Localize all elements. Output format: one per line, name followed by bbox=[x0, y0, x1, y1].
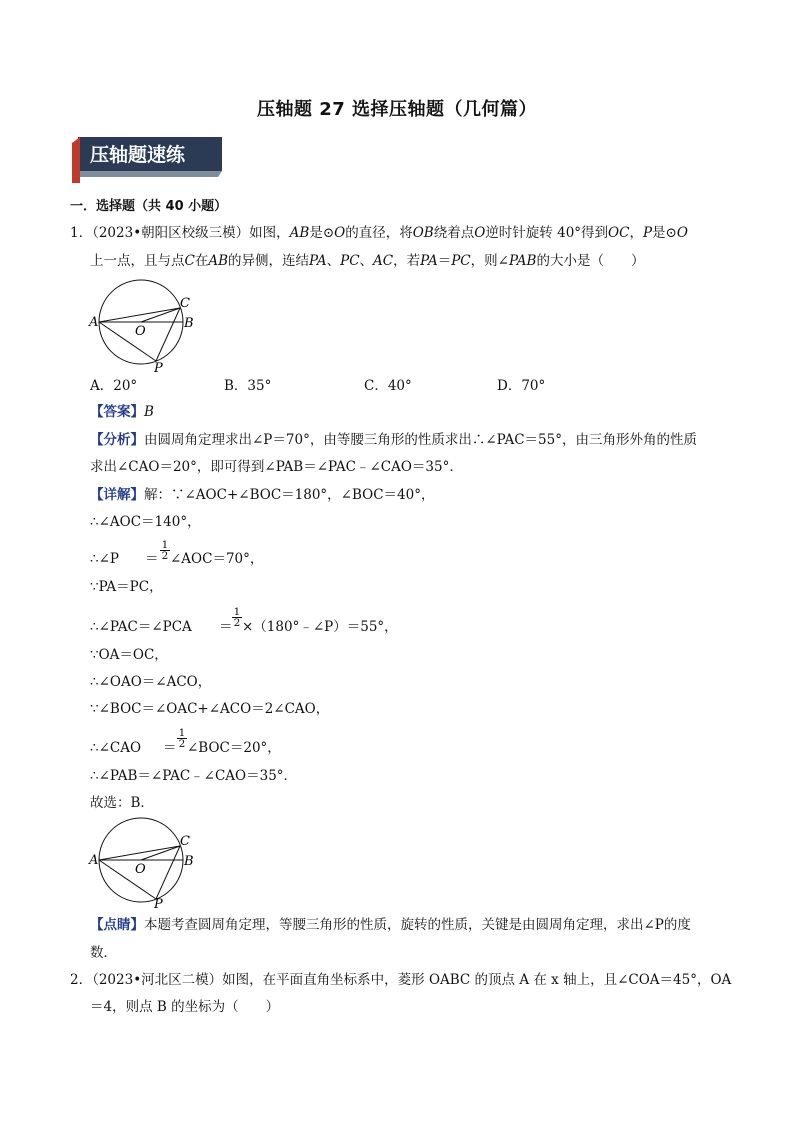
label-P: P bbox=[154, 361, 163, 376]
label-C: C bbox=[180, 296, 190, 311]
analysis-line-2: 求出∠CAO＝20°，即可得到∠PAB＝∠PAC﹣∠CAO＝35°． bbox=[90, 459, 463, 475]
option-c: C．40° bbox=[364, 378, 412, 394]
label-P: P bbox=[154, 897, 163, 912]
label-O: O bbox=[135, 862, 146, 877]
label-C: C bbox=[180, 834, 190, 849]
detail-step-3: ∵PA＝PC， bbox=[90, 579, 163, 595]
label-A: A bbox=[89, 853, 99, 868]
question-1-line-2: 上一点，且与点C在AB的异侧，连结PA、PC、AC，若PA＝PC，则∠PAB的大小是（ ） bbox=[90, 253, 645, 269]
question-2-line-2: ＝4，则点 B 的坐标为（ ） bbox=[90, 999, 280, 1015]
detail-step-2-tail: ∠AOC＝70°， bbox=[170, 551, 264, 567]
option-b: B．35° bbox=[224, 378, 272, 394]
fraction-half: $\frac{1}{2}$ bbox=[161, 539, 169, 562]
detail-step-5: ∵OA＝OC， bbox=[90, 647, 168, 663]
detail-step-6: ∴∠OAO＝∠ACO， bbox=[90, 674, 212, 690]
comment-line-1: 【点睛】本题考查圆周角定理，等腰三角形的性质，旋转的性质，关键是由圆周角定理，求出∠P的度 bbox=[90, 917, 691, 933]
option-d: D．70° bbox=[497, 378, 546, 394]
answer-tag: 【答案】 bbox=[90, 404, 144, 420]
question-1-line-1: 1．（2023•朝阳区校级三模）如图，AB是⊙O的直径，将OB绕着点O逆时针旋转 40°得到OC，P是⊙O bbox=[70, 225, 688, 241]
detail-step-2-left: ∴∠P bbox=[90, 551, 119, 567]
section-banner bbox=[72, 135, 222, 185]
fraction-half-2: $\frac{1}{2}$ bbox=[233, 606, 241, 629]
question-2-line-1: 2．（2023•河北区二模）如图，在平面直角坐标系中，菱形 OABC 的顶点 A 在 x 轴上，且∠COA＝45°，OA bbox=[70, 972, 732, 988]
circle-figure-1 bbox=[88, 290, 198, 376]
detail-line-intro: 【详解】解：∵∠AOC+∠BOC＝180°，∠BOC＝40°， bbox=[90, 487, 435, 503]
analysis-line-1: 【分析】由圆周角定理求出∠P＝70°，由等腰三角形的性质求出∴∠PAC＝55°，由三角形外角的性质 bbox=[90, 432, 697, 448]
detail-step-4-tail: ×（180°﹣∠P）＝55°， bbox=[242, 619, 398, 635]
detail-choose: 故选：B． bbox=[90, 795, 154, 811]
detail-step-8-eq: ＝ bbox=[163, 740, 177, 756]
detail-step-8-left: ∴∠CAO bbox=[90, 740, 142, 756]
page-title: 压轴题 27 选择压轴题（几何篇） bbox=[256, 99, 538, 120]
banner-text: 压轴题速练 bbox=[90, 144, 186, 166]
label-B: B bbox=[184, 854, 194, 869]
section-heading: 一．选择题（共 40 小题） bbox=[70, 199, 228, 214]
detail-step-8-tail: ∠BOC＝20°， bbox=[187, 740, 281, 756]
label-O: O bbox=[135, 324, 146, 339]
answer-value: B bbox=[144, 404, 154, 420]
detail-step-7: ∵∠BOC＝∠OAC+∠ACO＝2∠CAO， bbox=[90, 701, 330, 717]
label-A: A bbox=[89, 315, 99, 330]
detail-step-9: ∴∠PAB＝∠PAC﹣∠CAO＝35°． bbox=[90, 768, 298, 784]
comment-line-2: 数． bbox=[90, 945, 117, 961]
detail-step-4-eq: ＝ bbox=[219, 619, 233, 635]
detail-step-2-eq: ＝ bbox=[145, 551, 159, 567]
detail-step-1: ∴∠AOC＝140°， bbox=[90, 514, 201, 530]
fraction-half-3: $\frac{1}{2}$ bbox=[178, 727, 186, 750]
option-a: A．20° bbox=[90, 378, 138, 394]
label-B: B bbox=[184, 316, 194, 331]
detail-step-4-left: ∴∠PAC＝∠PCA bbox=[90, 619, 192, 635]
answer-line bbox=[90, 402, 154, 422]
circle-figure-2 bbox=[88, 820, 198, 912]
